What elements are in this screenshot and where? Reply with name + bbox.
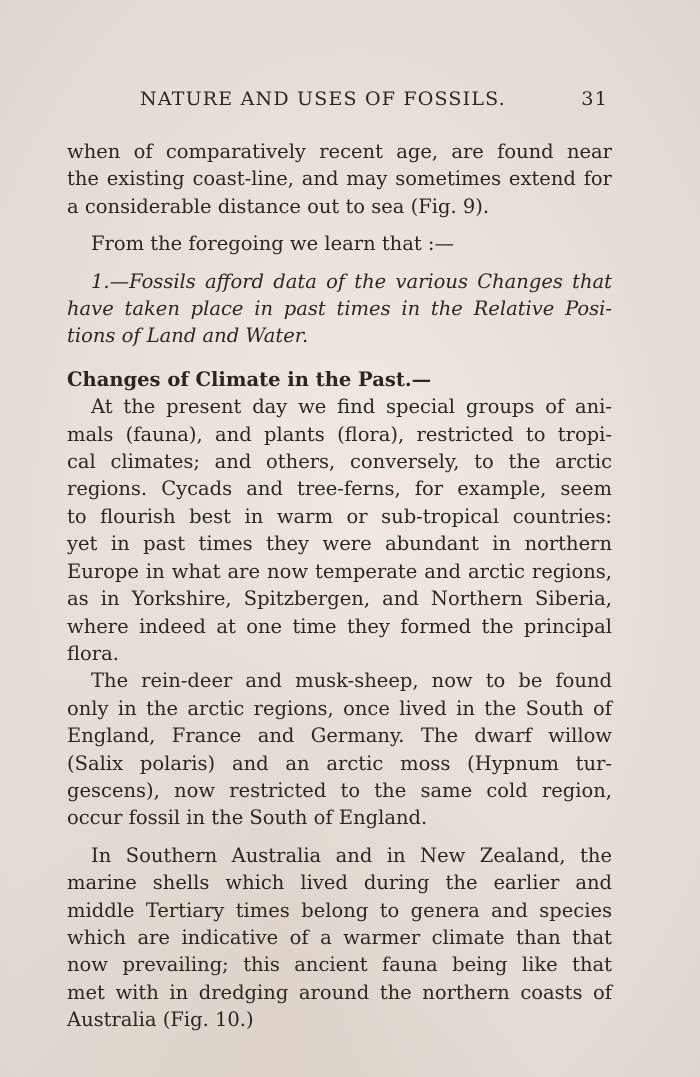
running-title: NATURE AND USES OF FOSSILS. (140, 88, 506, 110)
text-line: as in Yorkshire, Spitzbergen, and Northern Siberia, (67, 587, 612, 611)
text-line: The rein-deer and musk-sheep, now to be found (91, 669, 612, 693)
paragraph-australia (67, 842, 612, 1034)
text-line: a considerable distance out to sea (Fig. 9). (67, 194, 490, 218)
page-number: 31 (581, 88, 608, 110)
text-line: yet in past times they were abundant in northern (67, 532, 612, 556)
text-line: now prevailing; this ancient fauna being like that (67, 953, 612, 977)
text-line: 1.—Fossils afford data of the various Changes that (91, 269, 612, 293)
text-line: In Southern Australia and in New Zealand, the (91, 843, 612, 867)
paragraph-conclusion-1 (67, 268, 612, 350)
paragraph-climate (67, 393, 612, 667)
running-header (140, 88, 608, 110)
text-line: tions of Land and Water. (67, 324, 309, 348)
text-line: have taken place in past times in the Relative Posi- (67, 297, 612, 321)
text-line: From the foregoing we learn that :— (91, 232, 454, 256)
paragraph-coast-line (67, 138, 612, 220)
text-line: occur fossil in the South of England. (67, 806, 428, 830)
text-line: Australia (Fig. 10.) (67, 1008, 254, 1032)
text-line: cal climates; and others, conversely, to the arctic (67, 450, 612, 474)
text-line: to flourish best in warm or sub-tropical countries: (67, 504, 612, 528)
text-line: the existing coast-line, and may sometimes extend for (67, 167, 612, 191)
text-line: regions. Cycads and tree-ferns, for example, seem (67, 477, 612, 501)
text-line: gescens), now restricted to the same cold region, (67, 778, 612, 802)
heading-text: Changes of Climate in the Past.— (67, 367, 432, 391)
text-line: (Salix polaris) and an arctic moss (Hypnum tur- (67, 751, 612, 775)
text-line: middle Tertiary times belong to genera and species (67, 898, 612, 922)
text-line: England, France and Germany. The dwarf willow (67, 724, 612, 748)
text-line: Europe in what are now temperate and arctic regions, (67, 559, 612, 583)
text-line: At the present day we find special groups of ani- (91, 395, 612, 419)
text-line: mals (fauna), and plants (flora), restricted to tropi- (67, 422, 612, 446)
text-line: which are indicative of a warmer climate than that (67, 925, 612, 949)
text-line: marine shells which lived during the earlier and (67, 871, 612, 895)
page-body (67, 138, 612, 1034)
text-line: where indeed at one time they formed the principal (67, 614, 612, 638)
section-heading (67, 366, 612, 393)
paragraph-reindeer (67, 667, 612, 831)
text-line: when of comparatively recent age, are found near (67, 140, 612, 163)
text-line: only in the arctic regions, once lived in the South of (67, 696, 612, 720)
text-line: flora. (67, 641, 119, 665)
paragraph-foregoing (67, 230, 612, 257)
text-line: met with in dredging around the northern coasts of (67, 980, 612, 1004)
